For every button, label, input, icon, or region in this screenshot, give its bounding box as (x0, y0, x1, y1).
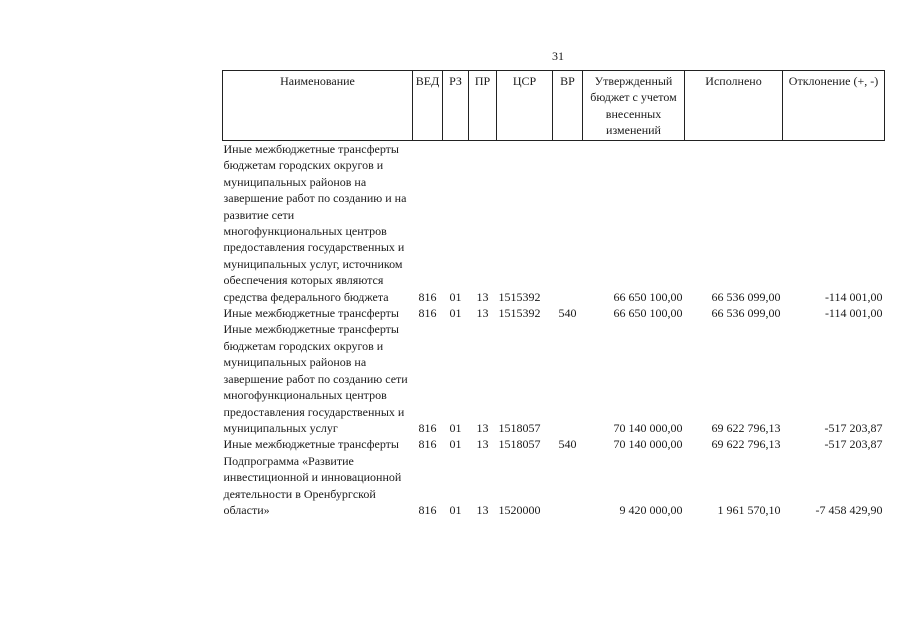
row-vr (553, 141, 583, 306)
row-ved: 816 (418, 420, 437, 435)
row-ved: 816 (418, 437, 437, 452)
row-executed: 1 961 570,10 (717, 502, 781, 517)
row-executed: 69 622 796,13 (711, 437, 781, 452)
row-ved: 816 (418, 502, 437, 517)
header-name: Наименование (223, 71, 413, 141)
row-pr: 13 (476, 420, 489, 435)
row-csr: 1515392 (498, 289, 541, 304)
table-row (223, 305, 885, 321)
row-deviation: -114 001,00 (824, 289, 883, 304)
row-executed: 66 536 099,00 (711, 306, 781, 321)
header-deviation: Отклонение (+, -) (783, 71, 885, 141)
budget-execution-table (222, 70, 885, 518)
page-number: 31 (552, 49, 564, 63)
row-name: Иные межбюджетные трансферты бюджетам городских округов и муниципальных районов на завершение работ по созданию сети многофункциональных центров предоставления государственных и муниципальных услуг (223, 322, 408, 435)
row-approved: 66 650 100,00 (613, 289, 683, 304)
header-vr: ВР (553, 71, 583, 141)
row-rz: 01 (449, 437, 462, 452)
table-header-row (223, 71, 885, 141)
row-approved: 70 140 000,00 (613, 420, 683, 435)
table-row (223, 141, 885, 306)
row-name: Иные межбюджетные трансферты бюджетам городских округов и муниципальных районов на завершение работ по созданию и на развитие сети многофункциональных центров предоставления государственных и муниципальных услуг, источником обеспечения которых являются средства федерального бюджета (223, 142, 407, 304)
row-deviation: -517 203,87 (824, 420, 883, 435)
row-approved: 9 420 000,00 (619, 502, 683, 517)
row-executed: 69 622 796,13 (711, 420, 781, 435)
row-csr: 1518057 (498, 420, 541, 435)
row-rz: 01 (449, 420, 462, 435)
row-rz: 01 (449, 306, 462, 321)
header-ved: ВЕД (413, 71, 443, 141)
row-deviation: -114 001,00 (824, 306, 883, 321)
row-name: Иные межбюджетные трансферты (223, 437, 399, 452)
row-executed: 66 536 099,00 (711, 289, 781, 304)
row-approved: 66 650 100,00 (613, 306, 683, 321)
row-csr: 1518057 (498, 437, 541, 452)
header-pr: ПР (469, 71, 497, 141)
row-ved: 816 (418, 306, 437, 321)
row-pr: 13 (476, 502, 489, 517)
table-row (223, 436, 885, 452)
row-csr: 1515392 (498, 306, 541, 321)
row-pr: 13 (476, 306, 489, 321)
row-vr: 540 (558, 437, 577, 452)
row-vr: 540 (558, 306, 577, 321)
row-vr (553, 321, 583, 436)
row-name: Иные межбюджетные трансферты (223, 306, 399, 321)
row-ved: 816 (418, 289, 437, 304)
row-approved: 70 140 000,00 (613, 437, 683, 452)
row-rz: 01 (449, 289, 462, 304)
row-deviation: -517 203,87 (824, 437, 883, 452)
row-pr: 13 (476, 437, 489, 452)
table-row (223, 321, 885, 436)
row-pr: 13 (476, 289, 489, 304)
row-vr (553, 453, 583, 519)
table-row (223, 453, 885, 519)
row-name: Подпрограмма «Развитие инвестиционной и инновационной деятельности в Оренбургской области» (223, 453, 402, 517)
header-csr: ЦСР (497, 71, 553, 141)
header-executed: Исполнено (685, 71, 783, 141)
row-rz: 01 (449, 502, 462, 517)
row-deviation: -7 458 429,90 (815, 502, 883, 517)
header-rz: РЗ (443, 71, 469, 141)
row-csr: 1520000 (498, 502, 541, 517)
header-approved: Утвержденный бюджет с учетом внесенных изменений (583, 71, 685, 141)
